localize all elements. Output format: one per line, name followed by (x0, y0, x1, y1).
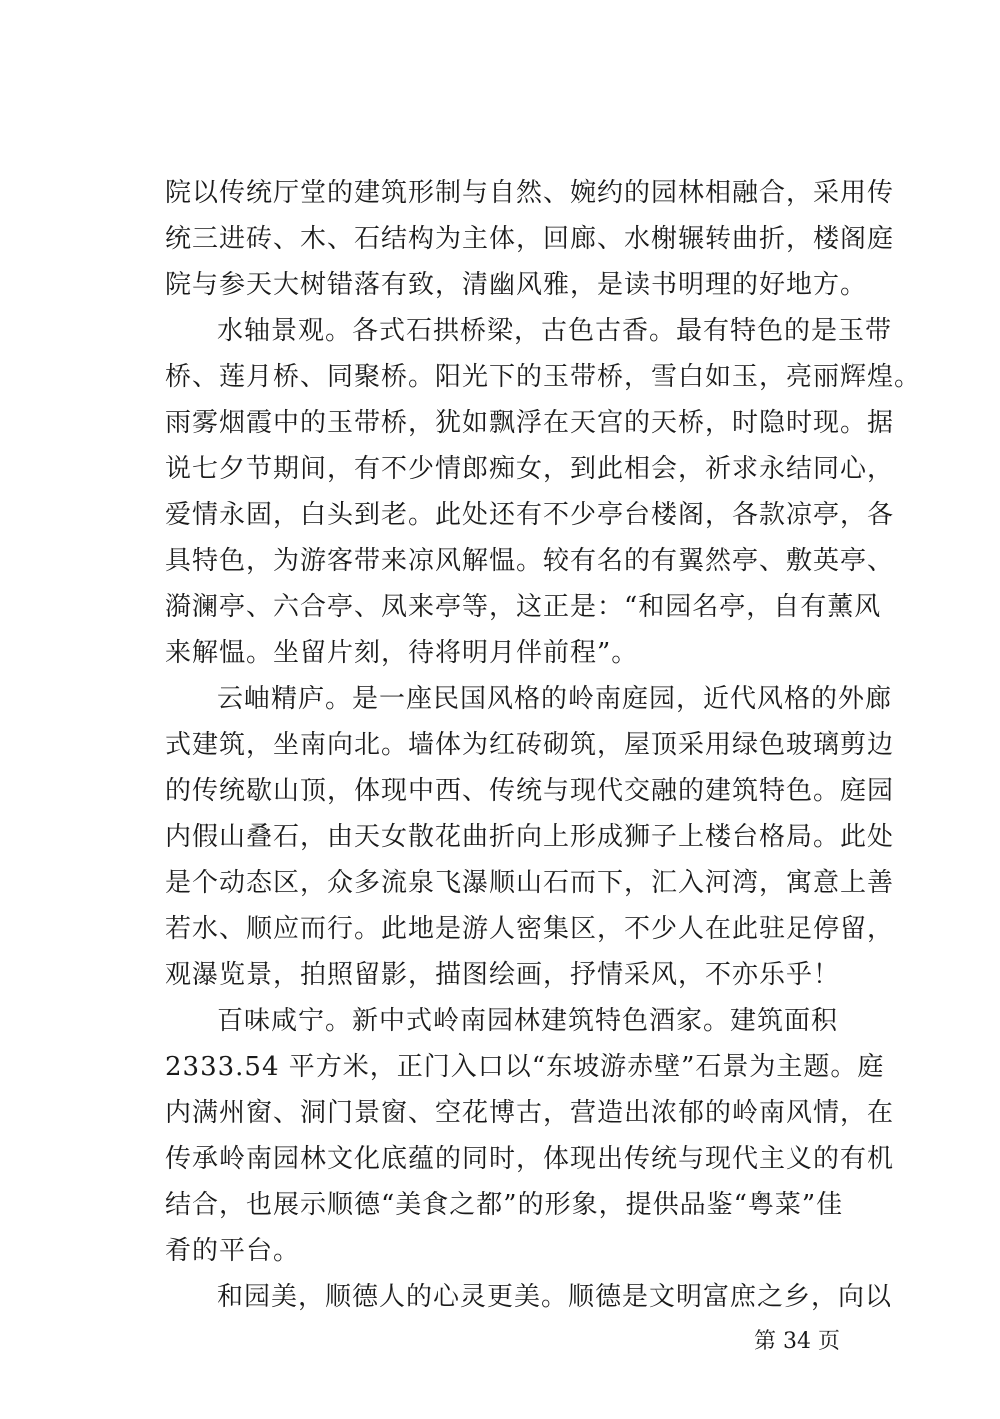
text-line: 观瀑览景，拍照留影，描图绘画，抒情采风，不亦乐乎！ (165, 960, 841, 990)
body-text (165, 170, 922, 1320)
text-line: 2333.54 平方米，正门入口以“东坡游赤壁”石景为主题。庭 (165, 1052, 885, 1082)
text-line: 肴的平台。 (165, 1236, 301, 1266)
text-line: 桥、莲月桥、同聚桥。阳光下的玉带桥，雪白如玉，亮丽辉煌。 (165, 362, 922, 392)
text-line: 百味咸宁。新中式岭南园林建筑特色酒家。建筑面积 (217, 1006, 839, 1036)
text-line: 说七夕节期间，有不少情郎痴女，到此相会，祈求永结同心， (165, 454, 895, 484)
text-line: 云岫精庐。是一座民国风格的岭南庭园，近代风格的外廊 (217, 684, 893, 714)
text-line: 院与参天大树错落有致，清幽风雅，是读书明理的好地方。 (165, 270, 868, 300)
text-line: 若水、顺应而行。此地是游人密集区，不少人在此驻足停留， (165, 914, 895, 944)
text-line: 传承岭南园林文化底蕴的同时，体现出传统与现代主义的有机 (165, 1144, 895, 1174)
text-line: 内满州窗、洞门景窗、空花博古，营造出浓郁的岭南风情，在 (165, 1098, 895, 1128)
text-line: 来解愠。坐留片刻，待将明月伴前程”。 (165, 638, 639, 668)
text-line: 具特色，为游客带来凉风解愠。较有名的有翼然亭、敷英亭、 (165, 546, 895, 576)
text-line: 和园美，顺德人的心灵更美。顺德是文明富庶之乡，向以 (217, 1282, 893, 1312)
page-number: 第 34 页 (754, 1329, 840, 1354)
text-line: 雨雾烟霞中的玉带桥，犹如飘浮在天宫的天桥，时隐时现。据 (165, 408, 895, 438)
text-line: 爱情永固，白头到老。此处还有不少亭台楼阁，各款凉亭，各 (165, 500, 895, 530)
text-line: 结合，也展示顺德“美食之都”的形象，提供品鉴“粤菜”佳 (165, 1190, 844, 1220)
text-line: 水轴景观。各式石拱桥梁，古色古香。最有特色的是玉带 (217, 316, 893, 346)
text-line: 是个动态区，众多流泉飞瀑顺山石而下，汇入河湾，寓意上善 (165, 868, 895, 898)
text-line: 的传统歇山顶，体现中西、传统与现代交融的建筑特色。庭园 (165, 776, 895, 806)
text-line: 院以传统厅堂的建筑形制与自然、婉约的园林相融合，采用传 (165, 178, 895, 208)
text-line: 漪澜亭、六合亭、凤来亭等，这正是：“和园名亭，自有薰风 (165, 592, 882, 622)
text-line: 内假山叠石，由天女散花曲折向上形成狮子上楼台格局。此处 (165, 822, 895, 852)
text-line: 统三进砖、木、石结构为主体，回廊、水榭辗转曲折，楼阁庭 (165, 224, 895, 254)
text-line: 式建筑，坐南向北。墙体为红砖砌筑，屋顶采用绿色玻璃剪边 (165, 730, 895, 760)
